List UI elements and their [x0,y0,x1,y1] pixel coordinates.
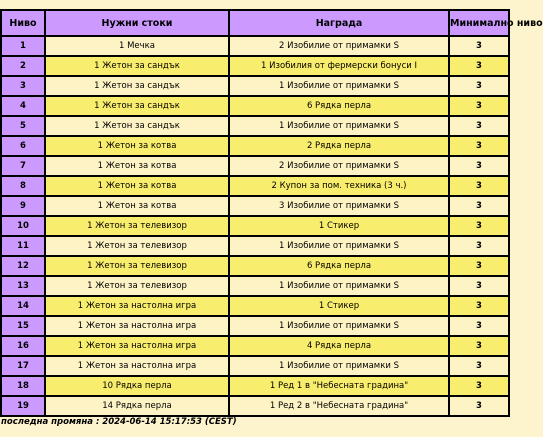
min-cell: 3 [449,36,509,56]
table-row [1,36,509,56]
level-cell: 12 [1,256,45,276]
goods-cell: 1 Жетон за настолна игра [45,356,229,376]
header-min-level: Минимално ниво [449,10,509,36]
min-cell: 3 [449,76,509,96]
level-cell: 3 [1,76,45,96]
reward-cell: 1 Изобилие от примамки S [229,316,449,336]
table-row [1,76,509,96]
goods-cell: 1 Жетон за сандък [45,116,229,136]
level-cell: 15 [1,316,45,336]
header-level: Ниво [1,10,45,36]
min-cell: 3 [449,236,509,256]
reward-cell: 1 Изобилие от примамки S [229,356,449,376]
table-row [1,356,509,376]
level-rewards-table [0,9,543,417]
level-cell: 11 [1,236,45,256]
reward-cell: 1 Стикер [229,296,449,316]
min-cell: 3 [449,96,509,116]
reward-cell: 6 Рядка перла [229,96,449,116]
goods-cell: 1 Жетон за сандък [45,56,229,76]
reward-cell: 2 Купон за пом. техника (3 ч.) [229,176,449,196]
header-reward: Награда [229,10,449,36]
goods-cell: 1 Жетон за сандък [45,76,229,96]
table-row [1,96,509,116]
goods-cell: 1 Жетон за настолна игра [45,316,229,336]
goods-cell: 1 Жетон за котва [45,176,229,196]
min-cell: 3 [449,316,509,336]
table-row [1,156,509,176]
level-cell: 16 [1,336,45,356]
goods-cell: 1 Жетон за телевизор [45,276,229,296]
min-cell: 3 [449,216,509,236]
reward-cell: 2 Рядка перла [229,136,449,156]
level-cell: 1 [1,36,45,56]
min-cell: 3 [449,276,509,296]
table-row [1,276,509,296]
goods-cell: 1 Жетон за котва [45,196,229,216]
reward-cell: 1 Ред 2 в "Небесната градина" [229,396,449,416]
level-cell: 19 [1,396,45,416]
min-cell: 3 [449,56,509,76]
reward-cell: 1 Изобилие от примамки S [229,236,449,256]
reward-cell: 1 Изобилия от фермерски бонуси I [229,56,449,76]
min-cell: 3 [449,116,509,136]
min-cell: 3 [449,196,509,216]
goods-cell: 1 Жетон за котва [45,136,229,156]
table-row [1,256,509,276]
level-cell: 10 [1,216,45,236]
goods-cell: 1 Жетон за телевизор [45,236,229,256]
min-cell: 3 [449,336,509,356]
reward-cell: 1 Ред 1 в "Небесната градина" [229,376,449,396]
reward-cell: 2 Изобилие от примамки S [229,36,449,56]
min-cell: 3 [449,256,509,276]
min-cell: 3 [449,176,509,196]
min-cell: 3 [449,156,509,176]
level-cell: 2 [1,56,45,76]
reward-cell: 1 Изобилие от примамки S [229,276,449,296]
table-body [1,36,509,416]
goods-cell: 14 Рядка перла [45,396,229,416]
level-cell: 9 [1,196,45,216]
goods-cell: 1 Мечка [45,36,229,56]
goods-cell: 1 Жетон за телевизор [45,256,229,276]
min-cell: 3 [449,136,509,156]
goods-cell: 10 Рядка перла [45,376,229,396]
table-row [1,336,509,356]
table-row [1,196,509,216]
level-cell: 4 [1,96,45,116]
header-goods: Нужни стоки [45,10,229,36]
table-row [1,216,509,236]
min-cell: 3 [449,376,509,396]
level-cell: 17 [1,356,45,376]
table-row [1,176,509,196]
min-cell: 3 [449,356,509,376]
reward-cell: 1 Изобилие от примамки S [229,76,449,96]
level-cell: 13 [1,276,45,296]
min-cell: 3 [449,296,509,316]
goods-cell: 1 Жетон за настолна игра [45,296,229,316]
goods-cell: 1 Жетон за телевизор [45,216,229,236]
table-row [1,396,509,416]
table-row [1,316,509,336]
goods-cell: 1 Жетон за сандък [45,96,229,116]
table-row [1,116,509,136]
reward-cell: 4 Рядка перла [229,336,449,356]
min-cell: 3 [449,396,509,416]
table-row [1,296,509,316]
table-header-row [1,10,509,36]
goods-cell: 1 Жетон за котва [45,156,229,176]
level-cell: 7 [1,156,45,176]
last-change-note: последна промяна : 2024-06-14 15:17:53 (CEST) [1,417,237,427]
reward-cell: 1 Стикер [229,216,449,236]
reward-cell: 1 Изобилие от примамки S [229,116,449,136]
level-cell: 18 [1,376,45,396]
table-row [1,56,509,76]
table-row [1,136,509,156]
level-cell: 8 [1,176,45,196]
reward-cell: 2 Изобилие от примамки S [229,156,449,176]
reward-cell: 3 Изобилие от примамки S [229,196,449,216]
level-cell: 6 [1,136,45,156]
table-row [1,376,509,396]
table-row [1,236,509,256]
level-cell: 5 [1,116,45,136]
level-cell: 14 [1,296,45,316]
goods-cell: 1 Жетон за настолна игра [45,336,229,356]
reward-cell: 6 Рядка перла [229,256,449,276]
